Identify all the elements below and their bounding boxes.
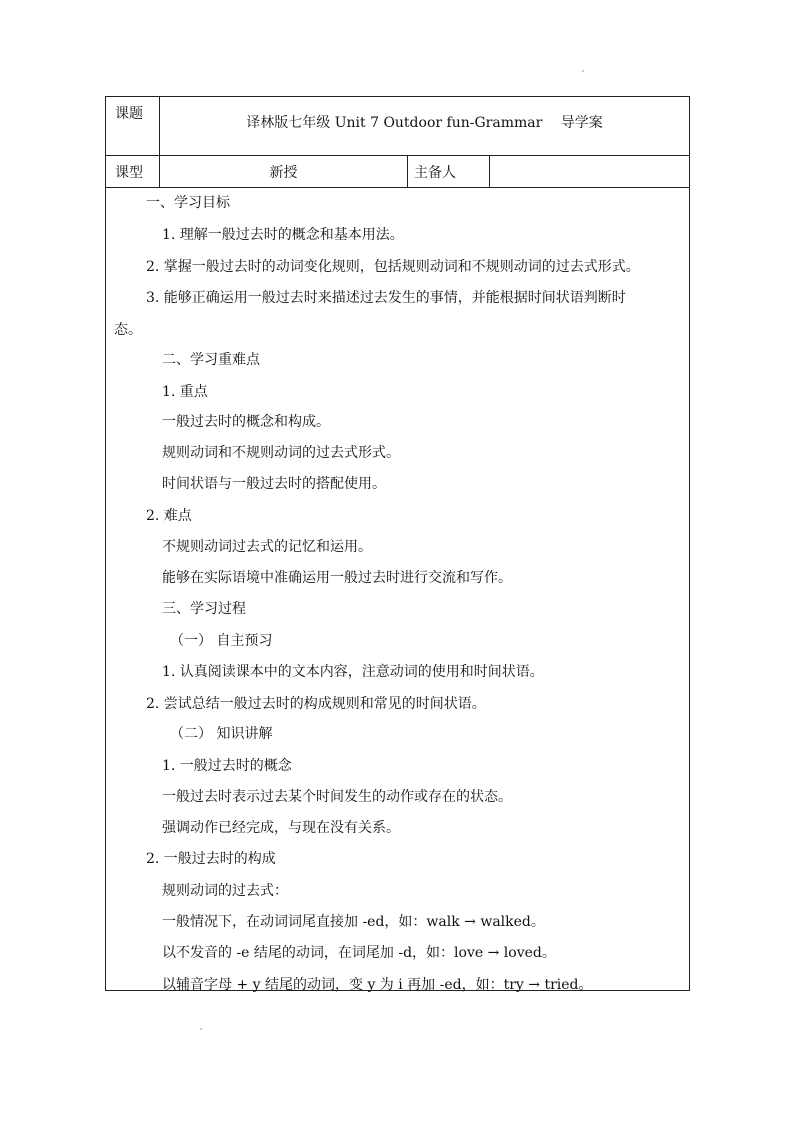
lesson-plan-table: [105, 96, 690, 991]
rule-1: 一般情况下，在动词词尾直接加 -ed，如：walk → walked。: [162, 914, 545, 930]
key-point-1: 一般过去时的概念和构成。: [162, 414, 330, 430]
content-cell: [106, 188, 690, 991]
rule-2: 以不发音的 -e 结尾的动词，在词尾加 -d，如：love → loved。: [162, 945, 556, 961]
key-point-2: 规则动词和不规则动词的过去式形式。: [162, 445, 400, 461]
difficulty-1: 不规则动词过去式的记忆和运用。: [162, 539, 372, 555]
preparer-value: [490, 156, 690, 188]
preview-2: 2. 尝试总结一般过去时的构成规则和常见的时间状语。: [146, 696, 486, 712]
concept-text-1: 一般过去时表示过去某个时间发生的动作或存在的状态。: [162, 789, 512, 805]
key-points-label: 1. 重点: [162, 384, 208, 400]
heading-process: 三、学习过程: [162, 601, 246, 617]
heading-objectives: 一、学习目标: [146, 195, 230, 211]
rule-3: 以辅音字母 + y 结尾的动词，变 y 为 i 再加 -ed，如：try → tried。: [162, 977, 593, 993]
document-title: 译林版七年级 Unit 7 Outdoor fun-Grammar 导学案: [246, 115, 603, 131]
heading-key-points: 二、学习重难点: [162, 352, 260, 368]
subheading-preview: （一） 自主预习: [170, 633, 273, 649]
scan-dot: [200, 1028, 202, 1030]
content-row: [106, 188, 690, 991]
document-title-cell: [160, 97, 690, 156]
objective-3: 3. 能够正确运用一般过去时来描述过去发生的事情，并能根据时间状语判断时: [146, 290, 626, 306]
topic-label: 课题: [106, 97, 160, 156]
concept-text-2: 强调动作已经完成，与现在没有关系。: [162, 820, 400, 836]
concept-heading: 1. 一般过去时的概念: [162, 758, 292, 774]
difficulty-2: 能够在实际语境中准确运用一般过去时进行交流和写作。: [162, 570, 512, 586]
title-row: [106, 97, 690, 156]
key-point-3: 时间状语与一般过去时的搭配使用。: [162, 476, 386, 492]
preparer-label: 主备人: [408, 156, 490, 188]
scan-dot: [582, 70, 584, 72]
formation-heading: 2. 一般过去时的构成: [146, 851, 276, 867]
objective-3-cont: 态。: [114, 322, 142, 338]
type-value: 新授: [160, 156, 408, 188]
difficulties-label: 2. 难点: [146, 508, 192, 524]
info-row: [106, 156, 690, 188]
preview-1: 1. 认真阅读课本中的文本内容，注意动词的使用和时间状语。: [162, 664, 544, 680]
regular-verbs-label: 规则动词的过去式：: [162, 883, 288, 899]
subheading-explanation: （二） 知识讲解: [170, 726, 273, 742]
type-label: 课型: [106, 156, 160, 188]
objective-2: 2. 掌握一般过去时的动词变化规则，包括规则动词和不规则动词的过去式形式。: [146, 259, 640, 275]
objective-1: 1. 理解一般过去时的概念和基本用法。: [162, 227, 404, 243]
